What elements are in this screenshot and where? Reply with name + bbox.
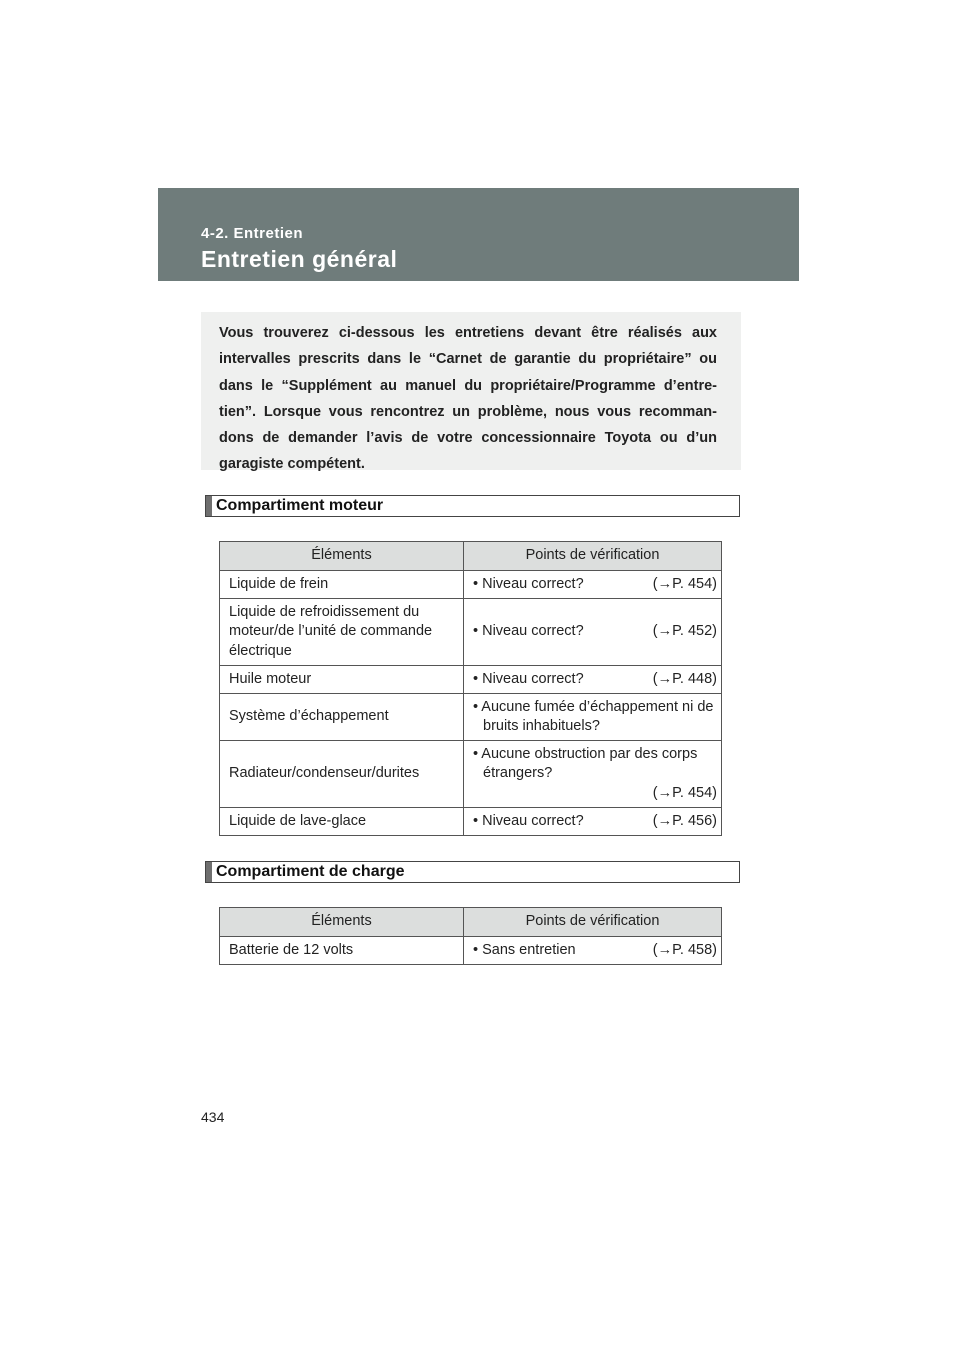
page-ref: (→P. 454) [652,784,717,801]
table-header-row [220,908,722,937]
section-number: 4-2. Entretien [201,225,304,242]
engine-table [219,541,722,836]
page-ref: (→P. 456) [652,812,717,829]
item-cell: Huile moteur [220,666,464,694]
engine-heading [205,495,740,517]
page-number: 434 [201,1109,225,1125]
col-items: Éléments [220,542,464,571]
cargo-heading-text: Compartiment de charge [216,863,405,880]
cargo-table [219,907,722,965]
check-text: • Niveau correct? [473,575,584,592]
table-row [220,741,722,808]
page-ref: (→P. 448) [652,670,717,687]
table-row [220,694,722,741]
check-text: • Sans entretien [473,941,576,958]
heading-bar [206,496,212,516]
page-ref: (→P. 452) [652,623,717,640]
col-items: Éléments [220,908,464,937]
page-title: Entretien général [201,246,398,272]
col-checks: Points de vérification [464,908,722,937]
table-header-row [220,542,722,571]
table-row [220,937,722,965]
check-cell [464,808,722,836]
check-cell [464,599,722,666]
check-text: • Aucune fumée d’échappement ni de bruits inhabituels? [473,698,714,734]
check-cell [464,937,722,965]
item-cell: Batterie de 12 volts [220,937,464,965]
check-text: • Niveau correct? [473,812,584,829]
item-cell: Système d’échappement [220,694,464,741]
check-cell [464,741,722,808]
page-ref: (→P. 454) [652,575,717,592]
check-cell [464,571,722,599]
heading-bar [206,862,212,882]
intro-box [201,312,741,473]
check-cell [464,694,722,741]
item-cell: Radiateur/condenseur/durites [220,741,464,808]
check-text: • Niveau correct? [473,670,584,687]
cargo-heading [205,861,740,883]
table-row [220,571,722,599]
check-cell [464,666,722,694]
check-text: • Niveau correct? [473,623,584,640]
item-cell: Liquide de frein [220,571,464,599]
intro-text: Vous trouverez ci-dessous les entretiens devant être réalisés aux intervalles prescrits dans le “Carnet de garantie du propriétaire” ou dans le “Supplément au manuel du propriétaire/Programme d’entre- tien”. Lorsque vous rencontrez un problème, nous vous recomman- dons de demander l’avis de votre concessionnaire Toyota ou d’un garagiste compétent. [219,325,717,473]
engine-heading-text: Compartiment moteur [216,497,384,514]
item-cell: Liquide de lave-glace [220,808,464,836]
table-row [220,599,722,666]
col-checks: Points de vérification [464,542,722,571]
table-row [220,808,722,836]
chapter-header [158,188,799,281]
page-ref: (→P. 458) [652,941,717,958]
table-row [220,666,722,694]
check-text: • Aucune obstruction par des corps étrangers? [473,745,698,782]
item-cell: Liquide de refroidissement du moteur/de l’unité de commande électrique [220,599,464,666]
